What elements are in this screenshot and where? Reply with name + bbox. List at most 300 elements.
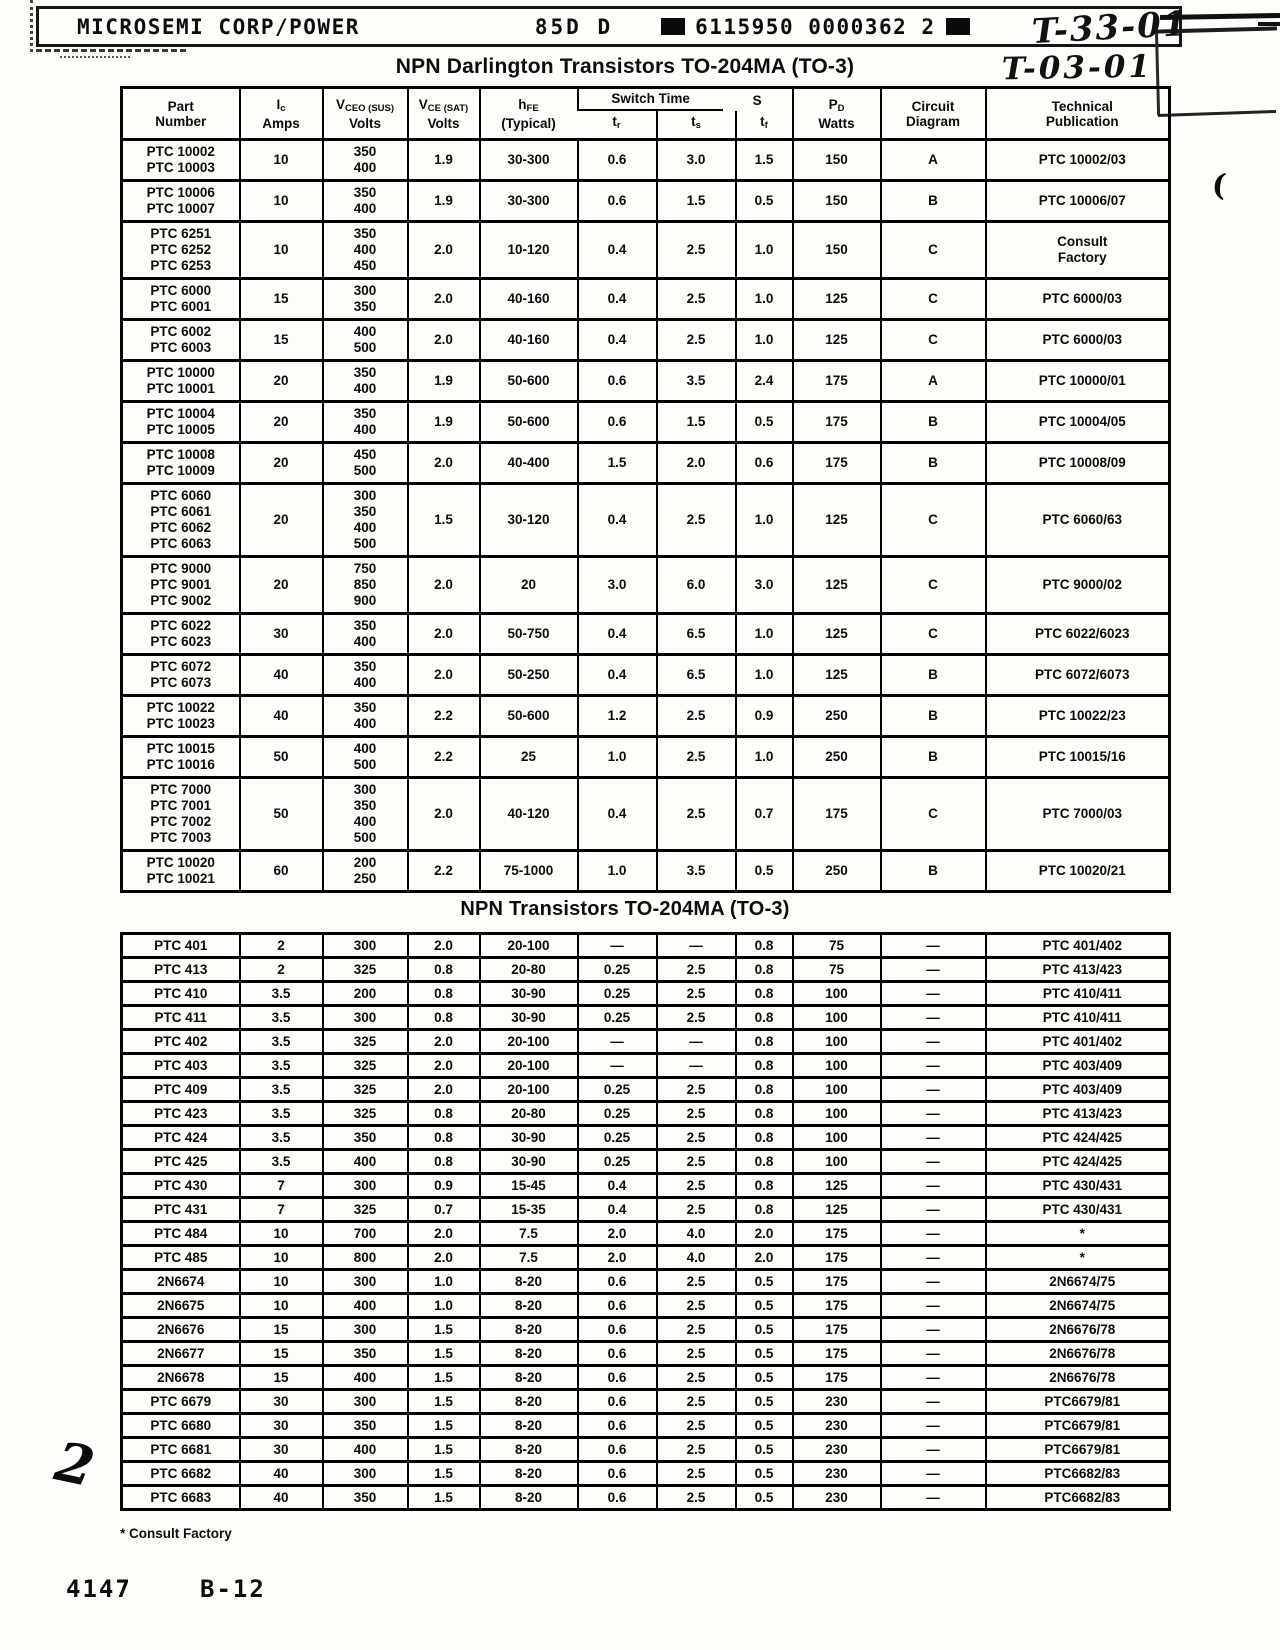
cell-tr: 0.6 bbox=[578, 140, 657, 181]
cell-pd: 100 bbox=[793, 1126, 881, 1150]
cell-part: PTC 10004 PTC 10005 bbox=[122, 402, 240, 443]
cell-pub: 2N6676/78 bbox=[986, 1366, 1170, 1390]
table-row bbox=[122, 320, 1170, 361]
cell-tf: 0.5 bbox=[736, 402, 793, 443]
cell-vce: 2.2 bbox=[408, 851, 480, 892]
cell-ic: 40 bbox=[240, 1486, 323, 1510]
cell-ts: 2.5 bbox=[657, 958, 736, 982]
cell-ts: 2.5 bbox=[657, 737, 736, 778]
cell-pub: PTC 424/425 bbox=[986, 1150, 1170, 1174]
cell-hfe: 8-20 bbox=[480, 1294, 578, 1318]
cell-vceo: 350 400 bbox=[323, 655, 408, 696]
cell-vceo: 350 bbox=[323, 1486, 408, 1510]
cell-pd: 230 bbox=[793, 1390, 881, 1414]
margin-paren-mark: ( bbox=[1210, 167, 1228, 204]
doc-number: 6115950 0000362 2 bbox=[695, 14, 936, 39]
cell-tr: 0.4 bbox=[578, 1198, 657, 1222]
cell-vceo: 325 bbox=[323, 1054, 408, 1078]
cell-ic: 15 bbox=[240, 1318, 323, 1342]
cell-hfe: 40-120 bbox=[480, 778, 578, 851]
cell-tr: 0.6 bbox=[578, 181, 657, 222]
cell-ic: 30 bbox=[240, 614, 323, 655]
cell-ts: 3.5 bbox=[657, 361, 736, 402]
cell-circuit: B bbox=[881, 181, 986, 222]
cell-hfe: 30-90 bbox=[480, 1150, 578, 1174]
cell-pd: 175 bbox=[793, 1318, 881, 1342]
cell-hfe: 50-600 bbox=[480, 402, 578, 443]
cell-tf: 2.0 bbox=[736, 1246, 793, 1270]
cell-circuit: B bbox=[881, 851, 986, 892]
cell-ts: 2.5 bbox=[657, 1462, 736, 1486]
cell-ts: — bbox=[657, 1030, 736, 1054]
table-header bbox=[122, 88, 1170, 140]
cell-ts: 2.5 bbox=[657, 1390, 736, 1414]
cell-ts: — bbox=[657, 1054, 736, 1078]
cell-ic: 15 bbox=[240, 279, 323, 320]
darlington-table bbox=[120, 86, 1171, 893]
cell-circuit: B bbox=[881, 737, 986, 778]
cell-part: 2N6678 bbox=[122, 1366, 240, 1390]
cell-pd: 125 bbox=[793, 557, 881, 614]
col-header-switch-time: Switch Time S bbox=[578, 88, 793, 112]
table-row bbox=[122, 1414, 1170, 1438]
table-row bbox=[122, 934, 1170, 958]
cell-pub: PTC 403/409 bbox=[986, 1078, 1170, 1102]
cell-tf: 0.5 bbox=[736, 1294, 793, 1318]
cell-hfe: 8-20 bbox=[480, 1486, 578, 1510]
npn-title: NPN Transistors TO-204MA (TO-3) bbox=[460, 898, 790, 920]
table-row bbox=[122, 696, 1170, 737]
cell-pub: PTC 10000/01 bbox=[986, 361, 1170, 402]
cell-vce: 2.0 bbox=[408, 222, 480, 279]
cell-part: PTC 431 bbox=[122, 1198, 240, 1222]
cell-circuit: C bbox=[881, 222, 986, 279]
cell-pub: * bbox=[986, 1222, 1170, 1246]
cell-tr: 1.2 bbox=[578, 696, 657, 737]
cell-pd: 100 bbox=[793, 1030, 881, 1054]
cell-vceo: 300 bbox=[323, 1318, 408, 1342]
cell-vce: 1.5 bbox=[408, 1390, 480, 1414]
cell-pub: PTC 6072/6073 bbox=[986, 655, 1170, 696]
table-row bbox=[122, 443, 1170, 484]
cell-ic: 10 bbox=[240, 181, 323, 222]
table-row bbox=[122, 1174, 1170, 1198]
cell-vce: 1.5 bbox=[408, 1318, 480, 1342]
cell-part: PTC 6683 bbox=[122, 1486, 240, 1510]
cell-part: 2N6676 bbox=[122, 1318, 240, 1342]
cell-circuit: — bbox=[881, 1390, 986, 1414]
cell-ts: 1.5 bbox=[657, 402, 736, 443]
cell-pub: PTC 430/431 bbox=[986, 1174, 1170, 1198]
cell-tr: 0.4 bbox=[578, 484, 657, 557]
cell-ic: 15 bbox=[240, 1342, 323, 1366]
cell-tr: — bbox=[578, 1054, 657, 1078]
cell-vceo: 700 bbox=[323, 1222, 408, 1246]
col-header-tr: $t_r$ bbox=[578, 111, 657, 140]
cell-tf: 0.5 bbox=[736, 1366, 793, 1390]
cell-part: PTC 410 bbox=[122, 982, 240, 1006]
cell-pub: PTC 6000/03 bbox=[986, 279, 1170, 320]
cell-circuit: C bbox=[881, 484, 986, 557]
cell-pub: PTC 413/423 bbox=[986, 958, 1170, 982]
cell-pub: PTC6682/83 bbox=[986, 1462, 1170, 1486]
cell-vce: 1.9 bbox=[408, 181, 480, 222]
cell-hfe: 15-45 bbox=[480, 1174, 578, 1198]
col-header-publication: Technical Publication bbox=[986, 88, 1170, 140]
cell-circuit: — bbox=[881, 982, 986, 1006]
cell-ts: 2.5 bbox=[657, 1078, 736, 1102]
cell-circuit: — bbox=[881, 1438, 986, 1462]
cell-circuit: — bbox=[881, 1174, 986, 1198]
cell-ic: 2 bbox=[240, 958, 323, 982]
cell-tf: 0.5 bbox=[736, 1462, 793, 1486]
cell-vce: 1.5 bbox=[408, 1438, 480, 1462]
cell-tf: 0.8 bbox=[736, 1006, 793, 1030]
cell-ts: 2.5 bbox=[657, 982, 736, 1006]
cell-vceo: 325 bbox=[323, 1102, 408, 1126]
cell-hfe: 7.5 bbox=[480, 1246, 578, 1270]
cell-ic: 20 bbox=[240, 361, 323, 402]
cell-vce: 2.0 bbox=[408, 1078, 480, 1102]
col-header-hfe: $h_{FE}$ (Typical) bbox=[480, 88, 578, 140]
cell-tf: 0.5 bbox=[736, 1414, 793, 1438]
cell-vceo: 350 bbox=[323, 1126, 408, 1150]
cell-pd: 125 bbox=[793, 1174, 881, 1198]
cell-pd: 175 bbox=[793, 1246, 881, 1270]
cell-circuit: — bbox=[881, 1414, 986, 1438]
cell-vce: 2.0 bbox=[408, 778, 480, 851]
cell-circuit: — bbox=[881, 1462, 986, 1486]
cell-pd: 230 bbox=[793, 1438, 881, 1462]
cell-ic: 3.5 bbox=[240, 1054, 323, 1078]
cell-ic: 20 bbox=[240, 557, 323, 614]
cell-ts: — bbox=[657, 934, 736, 958]
cell-pub: PTC 10004/05 bbox=[986, 402, 1170, 443]
cell-vceo: 350 bbox=[323, 1342, 408, 1366]
cell-vce: 2.0 bbox=[408, 557, 480, 614]
cell-part: PTC 425 bbox=[122, 1150, 240, 1174]
cell-tf: 0.8 bbox=[736, 1078, 793, 1102]
cell-vce: 1.5 bbox=[408, 1462, 480, 1486]
npn-table-body bbox=[122, 934, 1170, 1510]
cell-vceo: 300 350 400 500 bbox=[323, 484, 408, 557]
cell-pd: 125 bbox=[793, 484, 881, 557]
cell-hfe: 20-100 bbox=[480, 1030, 578, 1054]
cell-part: 2N6674 bbox=[122, 1270, 240, 1294]
cell-tf: 1.0 bbox=[736, 484, 793, 557]
cell-hfe: 20-100 bbox=[480, 1054, 578, 1078]
cell-tr: 0.6 bbox=[578, 1318, 657, 1342]
cell-ic: 30 bbox=[240, 1438, 323, 1462]
cell-vce: 0.7 bbox=[408, 1198, 480, 1222]
cell-hfe: 50-600 bbox=[480, 361, 578, 402]
cell-vceo: 200 250 bbox=[323, 851, 408, 892]
cell-ts: 2.5 bbox=[657, 1486, 736, 1510]
cell-tr: 2.0 bbox=[578, 1222, 657, 1246]
header-strip bbox=[36, 6, 1182, 47]
table-row bbox=[122, 1390, 1170, 1414]
table-row bbox=[122, 1126, 1170, 1150]
col-header-vceo: $V_{CEO (SUS)}$ Volts bbox=[323, 88, 408, 140]
cell-vceo: 350 400 bbox=[323, 696, 408, 737]
cell-tr: 0.6 bbox=[578, 402, 657, 443]
cell-ts: 2.5 bbox=[657, 1294, 736, 1318]
handwritten-stamp-line2: T-03-01 bbox=[1001, 48, 1154, 88]
cell-hfe: 50-750 bbox=[480, 614, 578, 655]
cell-vce: 2.0 bbox=[408, 1222, 480, 1246]
cell-tf: 0.7 bbox=[736, 778, 793, 851]
torn-edge-dashes bbox=[36, 49, 186, 52]
cell-circuit: — bbox=[881, 1246, 986, 1270]
cell-vce: 2.2 bbox=[408, 696, 480, 737]
cell-vce: 1.5 bbox=[408, 1342, 480, 1366]
cell-vceo: 400 bbox=[323, 1150, 408, 1174]
cell-tf: 0.8 bbox=[736, 1198, 793, 1222]
cell-circuit: — bbox=[881, 1318, 986, 1342]
cell-vce: 2.0 bbox=[408, 1246, 480, 1270]
cell-tf: 0.5 bbox=[736, 1486, 793, 1510]
cell-pd: 75 bbox=[793, 934, 881, 958]
cell-ts: 3.5 bbox=[657, 851, 736, 892]
cell-vceo: 450 500 bbox=[323, 443, 408, 484]
cell-ts: 2.5 bbox=[657, 696, 736, 737]
cell-hfe: 20 bbox=[480, 557, 578, 614]
table-row bbox=[122, 1270, 1170, 1294]
cell-pub: PTC6679/81 bbox=[986, 1390, 1170, 1414]
table-row bbox=[122, 851, 1170, 892]
cell-part: PTC 409 bbox=[122, 1078, 240, 1102]
cell-hfe: 8-20 bbox=[480, 1270, 578, 1294]
table-row bbox=[122, 614, 1170, 655]
cell-ts: 6.5 bbox=[657, 655, 736, 696]
cell-ic: 30 bbox=[240, 1390, 323, 1414]
cell-part: PTC 424 bbox=[122, 1126, 240, 1150]
cell-tf: 0.5 bbox=[736, 1318, 793, 1342]
cell-pub: PTC 7000/03 bbox=[986, 778, 1170, 851]
cell-hfe: 20-100 bbox=[480, 1078, 578, 1102]
cell-hfe: 30-120 bbox=[480, 484, 578, 557]
cell-part: PTC 6679 bbox=[122, 1390, 240, 1414]
cell-circuit: B bbox=[881, 443, 986, 484]
cell-pd: 175 bbox=[793, 361, 881, 402]
cell-tr: 0.25 bbox=[578, 1006, 657, 1030]
cell-hfe: 50-600 bbox=[480, 696, 578, 737]
cell-tf: 1.0 bbox=[736, 222, 793, 279]
cell-hfe: 8-20 bbox=[480, 1318, 578, 1342]
cell-tr: 2.0 bbox=[578, 1246, 657, 1270]
col-header-pd: $P_D$ Watts bbox=[793, 88, 881, 140]
cell-ts: 2.5 bbox=[657, 1414, 736, 1438]
cell-tr: 0.6 bbox=[578, 1294, 657, 1318]
cell-ts: 2.5 bbox=[657, 320, 736, 361]
cell-ts: 6.0 bbox=[657, 557, 736, 614]
cell-part: PTC 401 bbox=[122, 934, 240, 958]
cell-vce: 0.9 bbox=[408, 1174, 480, 1198]
table-row bbox=[122, 1030, 1170, 1054]
cell-hfe: 30-90 bbox=[480, 1126, 578, 1150]
cell-part: PTC 430 bbox=[122, 1174, 240, 1198]
table-row bbox=[122, 655, 1170, 696]
cell-vce: 2.0 bbox=[408, 655, 480, 696]
table-row bbox=[122, 1198, 1170, 1222]
cell-ic: 3.5 bbox=[240, 1078, 323, 1102]
cell-circuit: — bbox=[881, 1150, 986, 1174]
cell-tf: 1.0 bbox=[736, 279, 793, 320]
cell-ic: 10 bbox=[240, 1270, 323, 1294]
cell-pub: PTC 410/411 bbox=[986, 982, 1170, 1006]
cell-circuit: — bbox=[881, 1030, 986, 1054]
cell-part: PTC 10008 PTC 10009 bbox=[122, 443, 240, 484]
cell-pd: 150 bbox=[793, 140, 881, 181]
cell-vceo: 400 500 bbox=[323, 320, 408, 361]
cell-vce: 0.8 bbox=[408, 1150, 480, 1174]
cell-ic: 20 bbox=[240, 443, 323, 484]
cell-vceo: 300 bbox=[323, 934, 408, 958]
cell-part: PTC 411 bbox=[122, 1006, 240, 1030]
cell-tf: 1.0 bbox=[736, 320, 793, 361]
darlington-table-body bbox=[122, 140, 1170, 892]
cell-vce: 0.8 bbox=[408, 958, 480, 982]
cell-pd: 175 bbox=[793, 1270, 881, 1294]
cell-vceo: 350 400 450 bbox=[323, 222, 408, 279]
cell-hfe: 8-20 bbox=[480, 1366, 578, 1390]
cell-circuit: — bbox=[881, 1006, 986, 1030]
cell-vce: 1.5 bbox=[408, 1366, 480, 1390]
cell-ts: 2.5 bbox=[657, 1318, 736, 1342]
cell-hfe: 40-160 bbox=[480, 320, 578, 361]
cell-tf: 0.8 bbox=[736, 1030, 793, 1054]
cell-pub: PTC6679/81 bbox=[986, 1414, 1170, 1438]
doc-number-group bbox=[661, 15, 969, 39]
npn-table bbox=[120, 932, 1171, 1511]
cell-vceo: 400 500 bbox=[323, 737, 408, 778]
cell-pd: 100 bbox=[793, 1078, 881, 1102]
cell-ic: 3.5 bbox=[240, 1126, 323, 1150]
cell-pd: 175 bbox=[793, 778, 881, 851]
cell-hfe: 40-400 bbox=[480, 443, 578, 484]
cell-part: PTC 6251 PTC 6252 PTC 6253 bbox=[122, 222, 240, 279]
cell-vce: 2.2 bbox=[408, 737, 480, 778]
cell-circuit: — bbox=[881, 1342, 986, 1366]
cell-pub: PTC 6000/03 bbox=[986, 320, 1170, 361]
cell-ts: 2.5 bbox=[657, 1150, 736, 1174]
cell-part: PTC 6000 PTC 6001 bbox=[122, 279, 240, 320]
cell-circuit: — bbox=[881, 1486, 986, 1510]
cell-ic: 15 bbox=[240, 320, 323, 361]
cell-part: PTC 402 bbox=[122, 1030, 240, 1054]
cell-pub: PTC 401/402 bbox=[986, 934, 1170, 958]
cell-pd: 150 bbox=[793, 222, 881, 279]
cell-hfe: 8-20 bbox=[480, 1390, 578, 1414]
cell-hfe: 30-90 bbox=[480, 982, 578, 1006]
cell-tr: 0.6 bbox=[578, 1342, 657, 1366]
cell-pd: 175 bbox=[793, 1294, 881, 1318]
footer-page-ref: B-12 bbox=[200, 1575, 266, 1603]
cell-pd: 175 bbox=[793, 443, 881, 484]
cell-tr: 0.6 bbox=[578, 1486, 657, 1510]
footer-doc-id: 4147 bbox=[66, 1575, 132, 1603]
cell-circuit: B bbox=[881, 655, 986, 696]
cell-tr: 0.6 bbox=[578, 1438, 657, 1462]
cell-tf: 0.8 bbox=[736, 1126, 793, 1150]
cell-ts: 3.0 bbox=[657, 140, 736, 181]
cell-vce: 1.9 bbox=[408, 140, 480, 181]
cell-vceo: 350 400 bbox=[323, 614, 408, 655]
table-row bbox=[122, 982, 1170, 1006]
table-row bbox=[122, 1246, 1170, 1270]
cell-circuit: A bbox=[881, 140, 986, 181]
cell-vceo: 350 bbox=[323, 1414, 408, 1438]
cell-pd: 175 bbox=[793, 1222, 881, 1246]
cell-circuit: — bbox=[881, 958, 986, 982]
cell-circuit: B bbox=[881, 402, 986, 443]
cell-pd: 100 bbox=[793, 1054, 881, 1078]
cell-pd: 100 bbox=[793, 1006, 881, 1030]
cell-tr: 1.0 bbox=[578, 737, 657, 778]
cell-hfe: 75-1000 bbox=[480, 851, 578, 892]
cell-ts: 2.5 bbox=[657, 778, 736, 851]
cell-tr: 0.25 bbox=[578, 1126, 657, 1150]
barcode-square-icon bbox=[946, 18, 970, 35]
cell-tf: 0.5 bbox=[736, 1342, 793, 1366]
cell-pub: PTC 410/411 bbox=[986, 1006, 1170, 1030]
cell-tr: 0.25 bbox=[578, 958, 657, 982]
cell-tf: 0.5 bbox=[736, 1438, 793, 1462]
cell-circuit: — bbox=[881, 1054, 986, 1078]
cell-part: PTC 10022 PTC 10023 bbox=[122, 696, 240, 737]
cell-ic: 20 bbox=[240, 484, 323, 557]
cell-pub: PTC 9000/02 bbox=[986, 557, 1170, 614]
torn-edge-sliver bbox=[1258, 22, 1280, 26]
cell-part: PTC 6060 PTC 6061 PTC 6062 PTC 6063 bbox=[122, 484, 240, 557]
cell-ic: 50 bbox=[240, 778, 323, 851]
cell-circuit: C bbox=[881, 557, 986, 614]
cell-ic: 50 bbox=[240, 737, 323, 778]
cell-pd: 125 bbox=[793, 655, 881, 696]
col-header-part: Part Number bbox=[122, 88, 240, 140]
cell-tf: 2.4 bbox=[736, 361, 793, 402]
cell-part: PTC 10002 PTC 10003 bbox=[122, 140, 240, 181]
cell-hfe: 30-300 bbox=[480, 140, 578, 181]
cell-vce: 0.8 bbox=[408, 1006, 480, 1030]
cell-ic: 20 bbox=[240, 402, 323, 443]
table-row bbox=[122, 1294, 1170, 1318]
cell-pd: 125 bbox=[793, 614, 881, 655]
table-row bbox=[122, 1150, 1170, 1174]
cell-hfe: 15-35 bbox=[480, 1198, 578, 1222]
cell-ic: 40 bbox=[240, 655, 323, 696]
cell-ts: 2.5 bbox=[657, 222, 736, 279]
cell-part: 2N6677 bbox=[122, 1342, 240, 1366]
cell-ic: 10 bbox=[240, 140, 323, 181]
cell-tf: 0.5 bbox=[736, 851, 793, 892]
cell-pub: 2N6674/75 bbox=[986, 1270, 1170, 1294]
cell-tf: 1.0 bbox=[736, 655, 793, 696]
col-header-ic: $I_c$ Amps bbox=[240, 88, 323, 140]
cell-pd: 125 bbox=[793, 320, 881, 361]
cell-pd: 230 bbox=[793, 1486, 881, 1510]
cell-part: PTC 6022 PTC 6023 bbox=[122, 614, 240, 655]
cell-tr: 0.4 bbox=[578, 1174, 657, 1198]
cell-part: PTC 413 bbox=[122, 958, 240, 982]
cell-pd: 175 bbox=[793, 402, 881, 443]
cell-vce: 0.8 bbox=[408, 982, 480, 1006]
cell-vce: 1.0 bbox=[408, 1270, 480, 1294]
handwritten-page-mark: 2 bbox=[49, 1428, 100, 1500]
cell-vceo: 300 bbox=[323, 1390, 408, 1414]
cell-pub: Consult Factory bbox=[986, 222, 1170, 279]
cell-vce: 1.5 bbox=[408, 1486, 480, 1510]
